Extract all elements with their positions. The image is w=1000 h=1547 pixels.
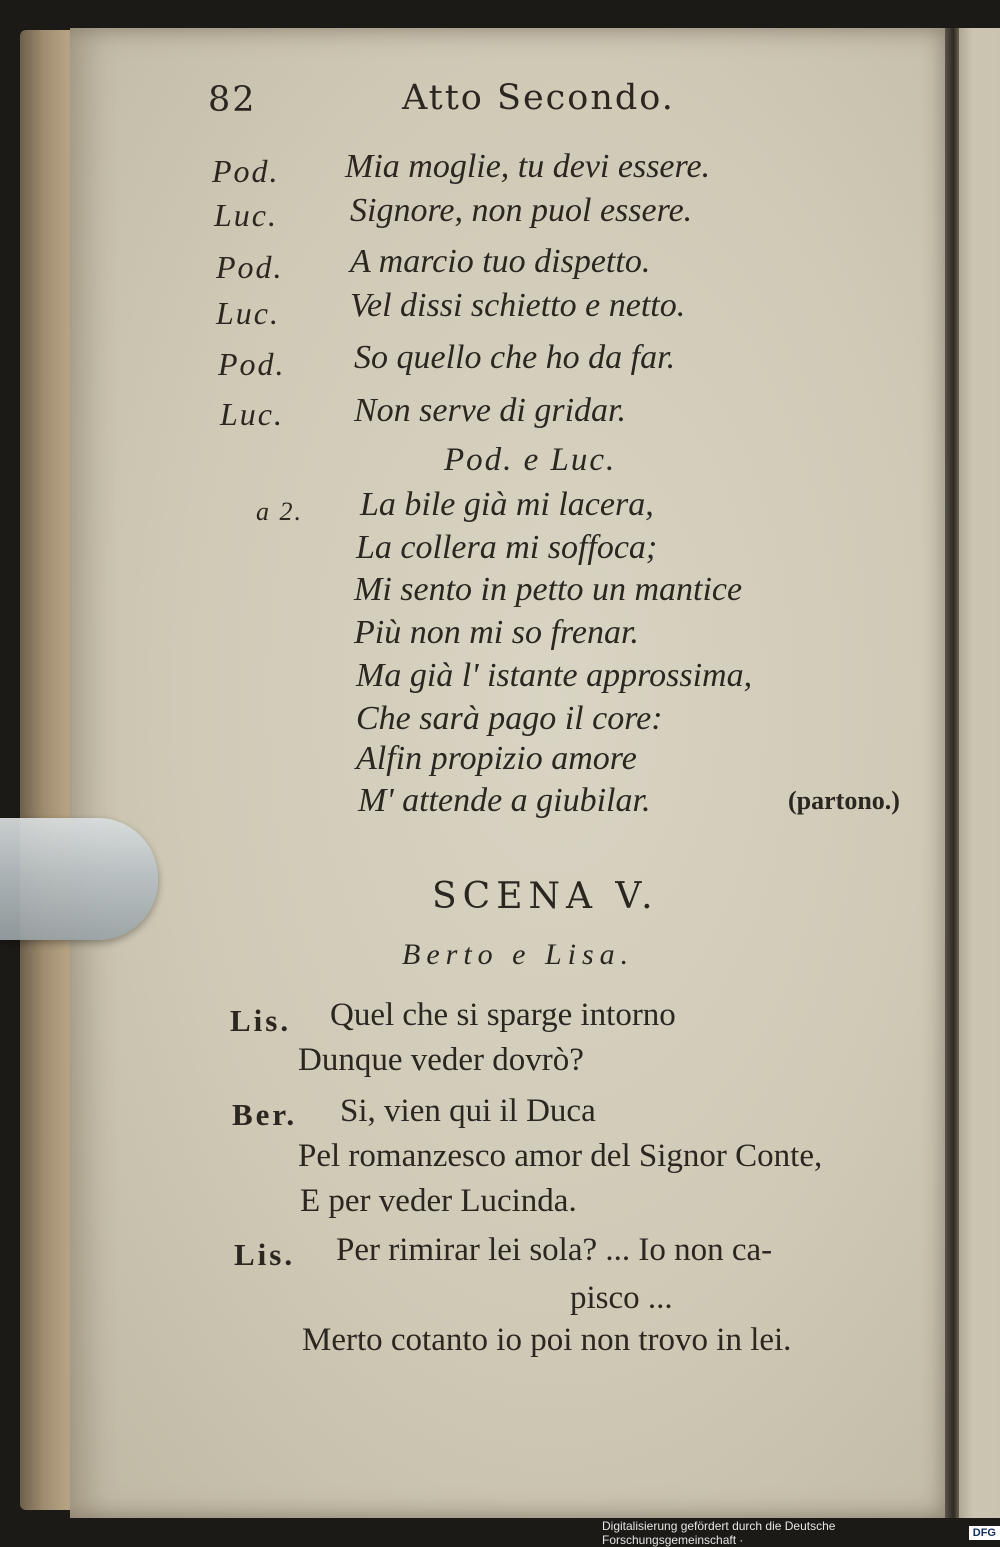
page-number: 82: [208, 80, 257, 120]
verse-line: Non serve di gridar.: [354, 392, 626, 429]
duet-marker: a 2.: [256, 497, 303, 526]
speaker-label: Lis.: [234, 1237, 296, 1272]
speaker-label: Luc.: [214, 197, 278, 233]
verse-line: Si, vien qui il Duca: [340, 1093, 596, 1129]
footer-text: Digitalisierung gefördert durch die Deutsche Forschungsgemeinschaft ·: [602, 1519, 836, 1547]
verse-line: Ma già l' istante approssima,: [356, 657, 753, 694]
scene-characters: Berto e Lisa.: [402, 938, 635, 971]
verse-line: M' attende a giubilar.: [358, 782, 651, 819]
speaker-label: Luc.: [216, 295, 280, 331]
scanner-page-clamp: [0, 818, 158, 940]
book-gutter: [945, 28, 959, 1518]
next-page-edge: [955, 28, 1000, 1518]
verse-line: Più non mi so frenar.: [354, 614, 639, 651]
verse-line: E per veder Lucinda.: [300, 1183, 577, 1219]
digitization-footer: [602, 1519, 1000, 1547]
verse-line: Vel dissi schietto e netto.: [350, 287, 686, 324]
speaker-label: Pod.: [212, 153, 280, 189]
verse-line: Merto cotanto io poi non trovo in lei.: [302, 1322, 792, 1358]
verse-line: Dunque veder dovrò?: [298, 1042, 584, 1078]
verse-line: A marcio tuo dispetto.: [350, 243, 651, 280]
duet-heading: Pod. e Luc.: [444, 442, 617, 478]
verse-line: Pel romanzesco amor del Signor Conte,: [298, 1138, 823, 1174]
speaker-label: Pod.: [216, 249, 284, 285]
verse-line: Alfin propizio amore: [356, 740, 637, 777]
speaker-label: Ber.: [232, 1097, 298, 1132]
dfg-logo: DFG: [969, 1526, 1000, 1540]
scene-title: SCENA V.: [432, 876, 659, 917]
verse-line: Mi sento in petto un mantice: [354, 571, 743, 608]
speaker-label: Lis.: [230, 1003, 292, 1038]
stage-direction: (partono.): [788, 786, 900, 815]
running-title: Atto Secondo.: [402, 78, 675, 118]
verse-line: Per rimirar lei sola? ... Io non ca-: [336, 1232, 773, 1268]
speaker-label: Luc.: [220, 396, 284, 432]
verse-line: So quello che ho da far.: [354, 339, 676, 376]
verse-line: La bile già mi lacera,: [360, 486, 654, 523]
verse-line: pisco ...: [570, 1280, 673, 1316]
verse-line: Signore, non puol essere.: [350, 192, 693, 229]
verse-line: Che sarà pago il core:: [356, 700, 663, 737]
verse-line: Mia moglie, tu devi essere.: [345, 148, 711, 185]
verse-line: Quel che si sparge intorno: [330, 997, 676, 1033]
verse-line: La collera mi soffoca;: [356, 529, 658, 566]
speaker-label: Pod.: [218, 346, 286, 382]
